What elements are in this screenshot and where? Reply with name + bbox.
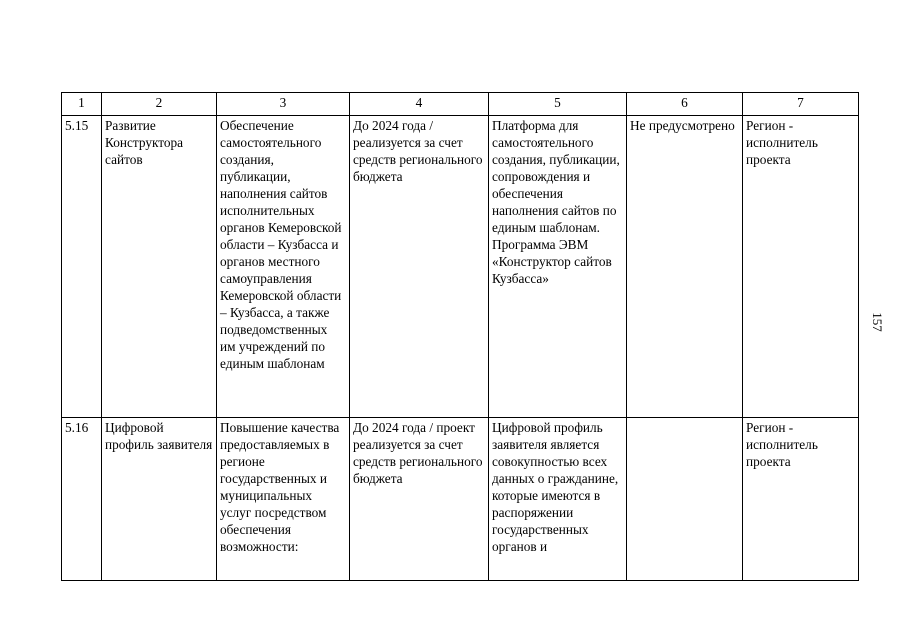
table-cell-executor: Регион - исполнитель проекта bbox=[743, 418, 859, 581]
header-cell: 1 bbox=[62, 93, 102, 116]
table-row bbox=[62, 418, 859, 581]
header-cell: 3 bbox=[217, 93, 350, 116]
table-cell-executor: Регион - исполнитель проекта bbox=[743, 116, 859, 418]
table-cell-number: 5.16 bbox=[62, 418, 102, 581]
header-cell: 4 bbox=[350, 93, 489, 116]
table-cell-goal: Повышение качества предоставляемых в регионе государственных и муниципальных услуг посредством обеспечения возможности: bbox=[217, 418, 350, 581]
table-cell-col6 bbox=[627, 418, 743, 581]
table-cell-name: Развитие Конструктора сайтов bbox=[102, 116, 217, 418]
table-cell-col6: Не предусмотрено bbox=[627, 116, 743, 418]
table-row bbox=[62, 116, 859, 418]
table-cell-result: Платформа для самостоятельного создания, публикации, сопровождения и обеспечения наполнения сайтов по единым шаблонам. Программа ЭВМ «Конструктор сайтов Кузбасса» bbox=[489, 116, 627, 418]
header-cell: 2 bbox=[102, 93, 217, 116]
table-cell-number: 5.15 bbox=[62, 116, 102, 418]
table-cell-timeline: До 2024 года / проект реализуется за счет средств регионального бюджета bbox=[350, 418, 489, 581]
data-table bbox=[61, 92, 859, 581]
header-cell: 5 bbox=[489, 93, 627, 116]
table-header-row bbox=[62, 93, 859, 116]
table-cell-timeline: До 2024 года / реализуется за счет средств регионального бюджета bbox=[350, 116, 489, 418]
table-cell-result: Цифровой профиль заявителя является совокупностью всех данных о гражданине, которые имеются в распоряжении государственных органов и bbox=[489, 418, 627, 581]
header-cell: 6 bbox=[627, 93, 743, 116]
table-cell-goal: Обеспечение самостоятельного создания, публикации, наполнения сайтов исполнительных органов Кемеровской области – Кузбасса и органов местного самоуправления Кемеровской области – Кузбасса, а также подведомственных им учреждений по единым шаблонам bbox=[217, 116, 350, 418]
table-cell-name: Цифровой профиль заявителя bbox=[102, 418, 217, 581]
header-cell: 7 bbox=[743, 93, 859, 116]
page-number: 157 bbox=[870, 312, 885, 332]
